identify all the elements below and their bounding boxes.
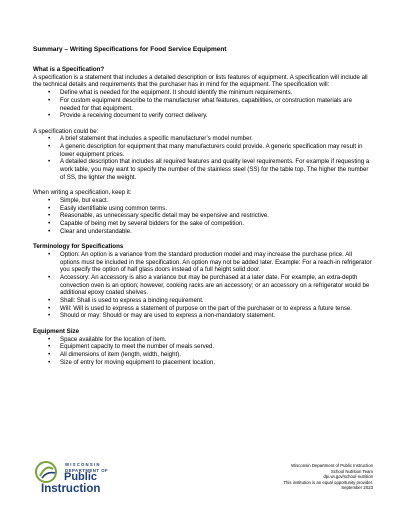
document-title: Summary – Writing Specifications for Food Service Equipment [33,46,227,53]
list-item: • Accessory: An accessory is also a variance but may be purchased at a later date. For example, an extra-depth convection oven is an option; however, cooking racks are an accessory; or an accessory on a refrigerator would be additional epoxy coated shelves. [60,274,373,297]
list-item: • Clear and understandable. [60,228,373,236]
list-item: • Simple, but exact. [60,197,373,205]
footer-line: Wisconsin Department of Public Instruction [291,463,373,468]
footer-line: This institution is an equal opportunity provider. [283,479,373,485]
list-item: • Option: An option is a variance from the standard production model and may increase the purchase price. All options must be included in the specification. An option may not be added later. Example: For a reach-in refrigerator you specify the option of half glass doors instead of a full height solid door. [60,251,373,274]
footer-line: September 2023 [341,485,373,491]
heading-what-is: What is a Specification? [33,66,105,73]
equipment-size-list [33,336,373,367]
list-item: • A brief statement that includes a specific manufacturer’s model number. [60,135,373,143]
logo-public: Public [64,471,98,483]
list-item: • Easily identifiable using common terms. [60,205,373,213]
list-item: • All dimensions of item (length, width, height). [60,351,373,359]
logo-department: DEPARTMENT OF [65,468,109,473]
could-be-intro: A specification could be: [33,127,99,135]
logo-instruction: Instruction [41,483,101,495]
could-be-list [33,135,373,181]
heading-terminology: Terminology for Specifications [33,243,124,251]
keep-it-intro: When writing a specification, keep it: [33,189,132,197]
dpi-logo [33,460,143,500]
document-body [33,46,373,366]
dpi-logo-icon [33,460,63,484]
terminology-list [33,251,373,320]
keep-it-list [33,197,373,236]
list-item: • Space available for the location of item. [60,336,373,344]
footer-line: School Nutrition Team [331,468,373,474]
page-footer [33,460,373,500]
what-is-intro: A specification is a statement that includes a detailed description or lists features of equipment. A specification will include all the technical details and requirements that the purchaser has in mind for the equipment. The specification will: [33,73,368,89]
list-item: • Reasonable, as unnecessary specific detail may be expensive and restrictive. [60,212,373,220]
list-item: • Define what is needed for the equipment. It should identify the minimum requirements. [60,89,373,97]
list-item: • Provide a receiving document to verify correct delivery. [60,112,373,120]
list-item: • Shall: Shall is used to express a binding requirement. [60,297,373,305]
list-item: • For custom equipment describe to the manufacturer what features, capabilities, or construction materials are needed for that equipment. [60,97,373,112]
logo-wisconsin: WISCONSIN [65,462,101,467]
list-item: • A detailed description that includes all required features and quality level requirements. For example if requesting a work table, you may want to specify the number of the stainless steel (SS) for the table top. The higher the number of SS, the lighter the weight. [60,158,373,181]
list-item: • Equipment capacity to meet the number of meals served. [60,343,373,351]
list-item: • A generic description for equipment that many manufacturers could provide. A generic specification may result in lower equipment prices. [60,143,373,158]
list-item: • Will: Will is used to express a statement of purpose on the part of the purchaser or to express a future tense. [60,305,373,313]
footer-contact [283,463,373,491]
heading-equipment-size: Equipment Size [33,327,80,335]
what-is-list [33,89,373,120]
list-item: • Should or may: Should or may are used to express a non-mandatory statement. [60,312,373,320]
list-item: • Capable of being met by several bidders for the sake of competition. [60,220,373,228]
list-item: • Size of entry for moving equipment to placement location. [60,359,373,367]
footer-line: dpi.wi.gov/school-nutrition [323,474,373,480]
